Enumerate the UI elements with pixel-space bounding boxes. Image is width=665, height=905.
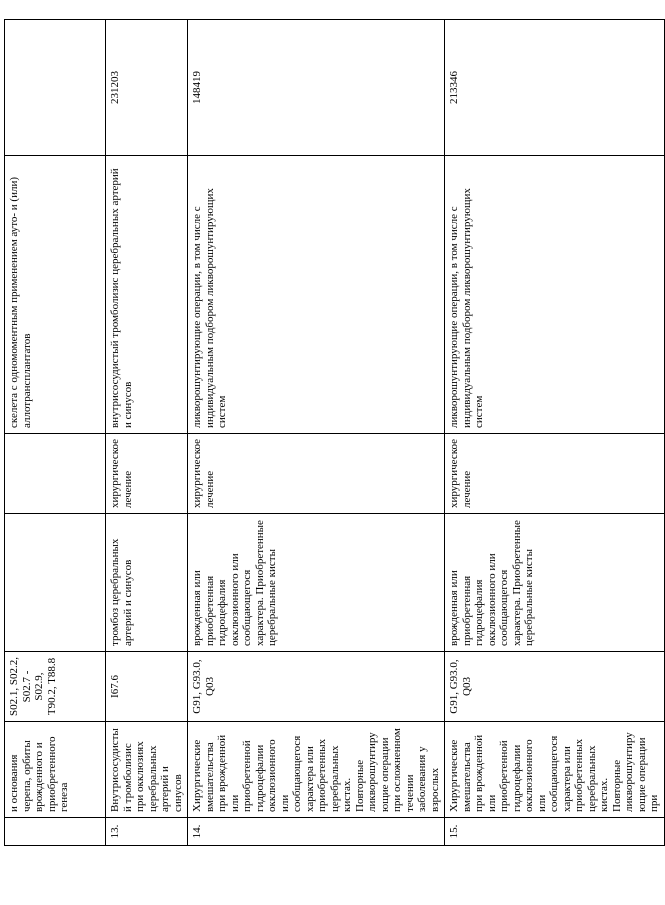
rotated-table-container xyxy=(4,20,660,846)
row-number: 15. xyxy=(445,818,665,846)
row-number: 14. xyxy=(188,818,445,846)
care-type-name: Хирургические вмешательства при врожденной или приобретенной гидроцефалии окклюзионного или сообщающегося характера или приобретенных церебральных кистах. Повторные ликворошунтирующие операции при осложненном течении заболевания у взрослых xyxy=(188,722,445,818)
icd-codes: G91, G93.0, Q03 xyxy=(445,652,665,722)
treatment-method: ликворошунтирующие операции, в том числе с индивидуальным подбором ликворошунтирующих систем xyxy=(445,156,665,434)
table-row xyxy=(106,20,188,846)
treatment-method: скелета с одномоментным применением ауто- и (или) аллотрансплантатов xyxy=(5,156,106,434)
treatment-type: хирургическое лечение xyxy=(188,434,445,514)
standard-cost: 231203 xyxy=(106,20,188,156)
patient-model: врожденная или приобретенная гидроцефалия окклюзионного или сообщающегося характера. Приобретенные церебральные кисты xyxy=(188,514,445,652)
standard-cost xyxy=(5,20,106,156)
row-number: 13. xyxy=(106,818,188,846)
standard-cost: 213346 xyxy=(445,20,665,156)
patient-model xyxy=(5,514,106,652)
treatment-method: внутрисосудистый тромболизис церебральных артерий и синусов xyxy=(106,156,188,434)
care-type-name: Внутрисосудистый тромболизис при окклюзиях церебральных артерий и синусов xyxy=(106,722,188,818)
care-type-name: и основания черепа, орбиты врожденного и приобретенного генеза xyxy=(5,722,106,818)
row-number xyxy=(5,818,106,846)
patient-model: врожденная или приобретенная гидроцефалия окклюзионного или сообщающегося характера. Приобретенные церебральные кисты xyxy=(445,514,665,652)
treatment-method: ликворошунтирующие операции, в том числе с индивидуальным подбором ликворошунтирующих систем xyxy=(188,156,445,434)
table-row xyxy=(5,20,106,846)
care-type-name: Хирургические вмешательства при врожденной или приобретенной гидроцефалии окклюзионного или сообщающегося характера или приобретенных церебральных кистах. Повторные ликворошунтирующие операции при xyxy=(445,722,665,818)
standard-cost: 148419 xyxy=(188,20,445,156)
treatment-type xyxy=(5,434,106,514)
icd-codes: G91, G93.0, Q03 xyxy=(188,652,445,722)
treatment-type: хирургическое лечение xyxy=(445,434,665,514)
treatment-type: хирургическое лечение xyxy=(106,434,188,514)
patient-model: тромбоз церебральных артерий и синусов xyxy=(106,514,188,652)
table-row xyxy=(445,20,665,846)
table-row xyxy=(188,20,445,846)
medical-care-table xyxy=(4,19,665,846)
icd-codes: I67.6 xyxy=(106,652,188,722)
icd-codes: S02.1, S02.2, S02.7 - S02.9, T90.2, T88.8 xyxy=(5,652,106,722)
